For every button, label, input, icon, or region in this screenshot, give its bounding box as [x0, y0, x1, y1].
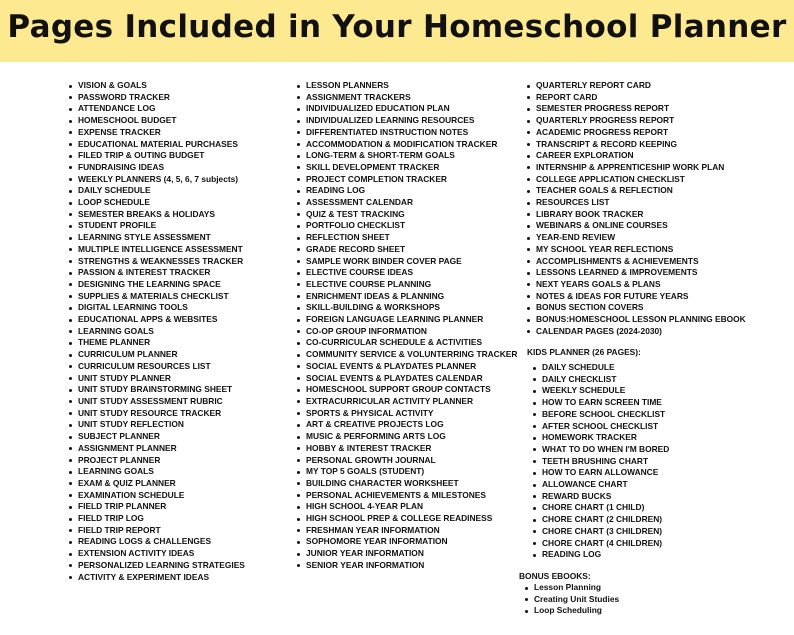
list-item: AFTER SCHOOL CHECKLIST	[533, 421, 669, 433]
list-item: FRESHMAN YEAR INFORMATION	[297, 525, 517, 537]
list-item: WEEKLY PLANNERS (4, 5, 6, 7 subjects)	[69, 174, 245, 186]
list-item: HOMESCHOOL SUPPORT GROUP CONTACTS	[297, 384, 517, 396]
list-item: UNIT STUDY RESOURCE TRACKER	[69, 408, 245, 420]
list-item: MY TOP 5 GOALS (STUDENT)	[297, 466, 517, 478]
list-item: EXPENSE TRACKER	[69, 127, 245, 139]
page-title: Pages Included in Your Homeschool Planner	[7, 9, 787, 45]
list-item: INDIVIDUALIZED EDUCATION PLAN	[297, 103, 517, 115]
list-item: LEARNING STYLE ASSESSMENT	[69, 232, 245, 244]
list-item: PROJECT PLANNER	[69, 455, 245, 467]
list-item: PASSWORD TRACKER	[69, 92, 245, 104]
list-item: SPORTS & PHYSICAL ACTIVITY	[297, 408, 517, 420]
list-item: CURRICULUM RESOURCES LIST	[69, 361, 245, 373]
list-item: ASSIGNMENT TRACKERS	[297, 92, 517, 104]
bonus-ebooks-heading: BONUS EBOOKS:	[519, 571, 591, 581]
list-item: REWARD BUCKS	[533, 491, 669, 503]
list-item: LOOP SCHEDULE	[69, 197, 245, 209]
list-item: REFLECTION SHEET	[297, 232, 517, 244]
list-item: Lesson Planning	[525, 582, 619, 594]
list-item: ALLOWANCE CHART	[533, 479, 669, 491]
list-item: DIFFERENTIATED INSTRUCTION NOTES	[297, 127, 517, 139]
list-item: NEXT YEARS GOALS & PLANS	[527, 279, 746, 291]
list-item: INDIVIDUALIZED LEARNING RESOURCES	[297, 115, 517, 127]
list-item: READING LOG	[533, 549, 669, 561]
list-item: UNIT STUDY BRAINSTORMING SHEET	[69, 384, 245, 396]
list-item: COLLEGE APPLICATION CHECKLIST	[527, 174, 746, 186]
list-item: BEFORE SCHOOL CHECKLIST	[533, 409, 669, 421]
list-item: JUNIOR YEAR INFORMATION	[297, 548, 517, 560]
list-item: WEBINARS & ONLINE COURSES	[527, 220, 746, 232]
list-item: RESOURCES LIST	[527, 197, 746, 209]
list-item: FOREIGN LANGUAGE LEARNING PLANNER	[297, 314, 517, 326]
list-item: STUDENT PROFILE	[69, 220, 245, 232]
list-item: REPORT CARD	[527, 92, 746, 104]
list-item: GRADE RECORD SHEET	[297, 244, 517, 256]
list-item: EXTRACURRICULAR ACTIVITY PLANNER	[297, 396, 517, 408]
list-item: DAILY CHECKLIST	[533, 374, 669, 386]
list-item: SEMESTER PROGRESS REPORT	[527, 103, 746, 115]
list-item: HOW TO EARN ALLOWANCE	[533, 467, 669, 479]
list-item: DESIGNING THE LEARNING SPACE	[69, 279, 245, 291]
list-item: TEACHER GOALS & REFLECTION	[527, 185, 746, 197]
list-item: LONG-TERM & SHORT-TERM GOALS	[297, 150, 517, 162]
list-item: ACADEMIC PROGRESS REPORT	[527, 127, 746, 139]
list-item: PROJECT COMPLETION TRACKER	[297, 174, 517, 186]
list-item: Loop Scheduling	[525, 605, 619, 617]
list-item: LEARNING GOALS	[69, 326, 245, 338]
list-item: READING LOGS & CHALLENGES	[69, 536, 245, 548]
list-item: SOCIAL EVENTS & PLAYDATES PLANNER	[297, 361, 517, 373]
list-item: SOCIAL EVENTS & PLAYDATES CALENDAR	[297, 373, 517, 385]
list-item: FILED TRIP & OUTING BUDGET	[69, 150, 245, 162]
list-item: Creating Unit Studies	[525, 594, 619, 606]
list-item: HOMEWORK TRACKER	[533, 432, 669, 444]
list-item: DIGITAL LEARNING TOOLS	[69, 302, 245, 314]
list-item: DAILY SCHEDULE	[533, 362, 669, 374]
list-item: CO-OP GROUP INFORMATION	[297, 326, 517, 338]
list-item: BUILDING CHARACTER WORKSHEET	[297, 478, 517, 490]
list-item: SOPHOMORE YEAR INFORMATION	[297, 536, 517, 548]
list-item: THEME PLANNER	[69, 337, 245, 349]
kids-planner-heading: KIDS PLANNER (26 PAGES):	[527, 347, 641, 357]
list-item: UNIT STUDY ASSESSMENT RUBRIC	[69, 396, 245, 408]
list-item: VISION & GOALS	[69, 80, 245, 92]
list-item: LESSONS LEARNED & IMPROVEMENTS	[527, 267, 746, 279]
list-item: COMMUNITY SERVICE & VOLUNTERRING TRACKER	[297, 349, 517, 361]
list-item: CALENDAR PAGES (2024-2030)	[527, 326, 746, 338]
list-item: EXTENSION ACTIVITY IDEAS	[69, 548, 245, 560]
list-item: SUBJECT PLANNER	[69, 431, 245, 443]
page-list-column-2	[297, 80, 517, 572]
list-item: HOMESCHOOL BUDGET	[69, 115, 245, 127]
list-item: SEMESTER BREAKS & HOLIDAYS	[69, 209, 245, 221]
list-item: ASSIGNMENT PLANNER	[69, 443, 245, 455]
list-item: SUPPLIES & MATERIALS CHECKLIST	[69, 291, 245, 303]
list-item: SAMPLE WORK BINDER COVER PAGE	[297, 256, 517, 268]
list-item: QUARTERLY REPORT CARD	[527, 80, 746, 92]
list-item: FIELD TRIP LOG	[69, 513, 245, 525]
list-item: LESSON PLANNERS	[297, 80, 517, 92]
list-item: ACCOMPLISHMENTS & ACHIEVEMENTS	[527, 256, 746, 268]
list-item: QUIZ & TEST TRACKING	[297, 209, 517, 221]
list-item: UNIT STUDY REFLECTION	[69, 419, 245, 431]
list-item: SKILL-BUILDING & WORKSHOPS	[297, 302, 517, 314]
list-item: ELECTIVE COURSE PLANNING	[297, 279, 517, 291]
page-list-column-3	[527, 80, 746, 337]
list-item: BONUS:HOMESCHOOL LESSON PLANNING EBOOK	[527, 314, 746, 326]
list-item: FIELD TRIP REPORT	[69, 525, 245, 537]
list-item: EDUCATIONAL APPS & WEBSITES	[69, 314, 245, 326]
list-item: HOBBY & INTEREST TRACKER	[297, 443, 517, 455]
list-item: CHORE CHART (2 CHILDREN)	[533, 514, 669, 526]
list-item: TRANSCRIPT & RECORD KEEPING	[527, 139, 746, 151]
list-item: CHORE CHART (1 CHILD)	[533, 502, 669, 514]
list-item: DAILY SCHEDULE	[69, 185, 245, 197]
list-item: NOTES & IDEAS FOR FUTURE YEARS	[527, 291, 746, 303]
list-item: ACTIVITY & EXPERIMENT IDEAS	[69, 572, 245, 584]
list-item: INTERNSHIP & APPRENTICESHIP WORK PLAN	[527, 162, 746, 174]
list-item: ART & CREATIVE PROJECTS LOG	[297, 419, 517, 431]
list-item: YEAR-END REVIEW	[527, 232, 746, 244]
list-item: EDUCATIONAL MATERIAL PURCHASES	[69, 139, 245, 151]
list-item: HIGH SCHOOL 4-YEAR PLAN	[297, 501, 517, 513]
kids-planner-list	[533, 362, 669, 561]
list-item: MULTIPLE INTELLIGENCE ASSESSMENT	[69, 244, 245, 256]
list-item: READING LOG	[297, 185, 517, 197]
list-item: HOW TO EARN SCREEN TIME	[533, 397, 669, 409]
list-item: CHORE CHART (4 CHILDREN)	[533, 538, 669, 550]
list-item: ELECTIVE COURSE IDEAS	[297, 267, 517, 279]
list-item: ACCOMMODATION & MODIFICATION TRACKER	[297, 139, 517, 151]
list-item: LIBRARY BOOK TRACKER	[527, 209, 746, 221]
list-item: ATTENDANCE LOG	[69, 103, 245, 115]
list-item: CHORE CHART (3 CHILDREN)	[533, 526, 669, 538]
list-item: ASSESSMENT CALENDAR	[297, 197, 517, 209]
list-item: MUSIC & PERFORMING ARTS LOG	[297, 431, 517, 443]
list-item: PERSONAL ACHIEVEMENTS & MILESTONES	[297, 490, 517, 502]
list-item: SKILL DEVELOPMENT TRACKER	[297, 162, 517, 174]
list-item: CO-CURRICULAR SCHEDULE & ACTIVITIES	[297, 337, 517, 349]
list-item: BONUS SECTION COVERS	[527, 302, 746, 314]
list-item: STRENGTHS & WEAKNESSES TRACKER	[69, 256, 245, 268]
list-item: HIGH SCHOOL PREP & COLLEGE READINESS	[297, 513, 517, 525]
list-item: FUNDRAISING IDEAS	[69, 162, 245, 174]
list-item: CAREER EXPLORATION	[527, 150, 746, 162]
list-item: CURRICULUM PLANNER	[69, 349, 245, 361]
list-item: SENIOR YEAR INFORMATION	[297, 560, 517, 572]
list-item: MY SCHOOL YEAR REFLECTIONS	[527, 244, 746, 256]
list-item: PASSION & INTEREST TRACKER	[69, 267, 245, 279]
list-item: EXAM & QUIZ PLANNER	[69, 478, 245, 490]
list-item: WHAT TO DO WHEN I'M BORED	[533, 444, 669, 456]
page-list-column-1	[69, 80, 245, 583]
list-item: WEEKLY SCHEDULE	[533, 385, 669, 397]
list-item: PORTFOLIO CHECKLIST	[297, 220, 517, 232]
list-item: TEETH BRUSHING CHART	[533, 456, 669, 468]
list-item: LEARNING GOALS	[69, 466, 245, 478]
list-item: PERSONAL GROWTH JOURNAL	[297, 455, 517, 467]
bonus-ebooks-list	[525, 582, 619, 617]
list-item: PERSONALIZED LEARNING STRATEGIES	[69, 560, 245, 572]
list-item: UNIT STUDY PLANNER	[69, 373, 245, 385]
list-item: EXAMINATION SCHEDULE	[69, 490, 245, 502]
list-item: QUARTERLY PROGRESS REPORT	[527, 115, 746, 127]
list-item: ENRICHMENT IDEAS & PLANNING	[297, 291, 517, 303]
list-item: FIELD TRIP PLANNER	[69, 501, 245, 513]
